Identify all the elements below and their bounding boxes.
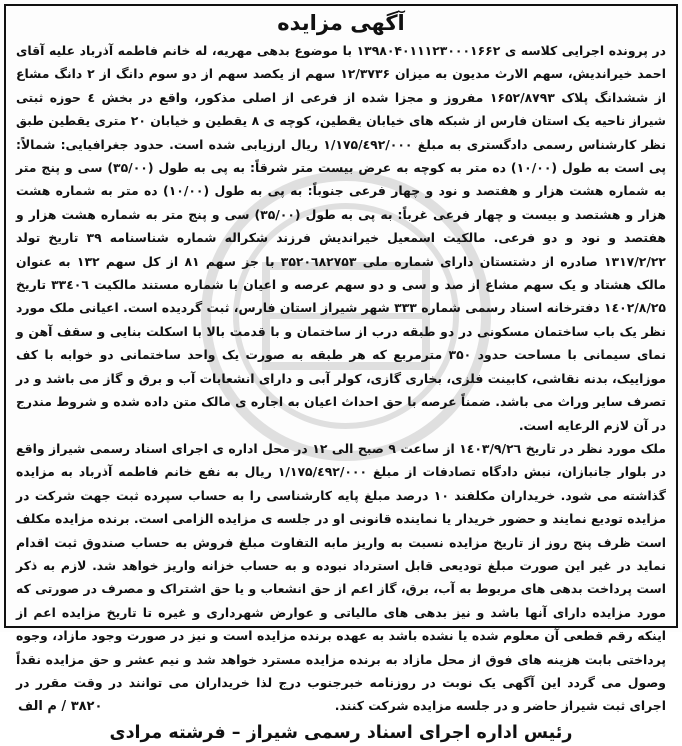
notice-signature: رئیس اداره اجرای اسناد رسمی شیراز – فرشته مرادی [109,722,573,743]
notice-body [16,39,666,718]
notice-frame [4,4,678,743]
notice-title: آگهی مزایده [277,11,405,35]
notice-code: ۳۸۲۰ / م الف [18,698,103,714]
notice-paragraph-auction: ملک مورد نظر در تاریخ ۱٤۰۳/۹/۲٦ از ساعت ۹ صبح الی ۱۲ در محل اداره ی اجرای اسناد رسمی شیراز واقع در بلوار جانبازان، نبش دادگاه تصادفات از مبلغ ۱/۱۷۵/٤۹۲/۰۰۰ ریال به نفع خانم فاطمه آذرباد به مزایده گذاشته می شود. خریداران مکلفند ۱۰ درصد مبلغ پایه کارشناسی را به حساب سپرده ثبت جهت شرکت در مزایده تودیع نمایند و حضور خریدار یا نماینده قانونی او در جلسه ی مزایده الزامی است. برنده مزایده مکلف است ظرف پنج روز از تاریخ مزایده نسبت به واریز مابه التفاوت مبلغ فروش به حساب صندوق ثبت اقدام نماید در غیر این صورت مبلغ تودیعی قابل استرداد نبوده و به حساب خزانه واریز خواهد شد. لازم به ذکر است پرداخت بدهی های مربوط به آب، برق، گاز اعم از حق انشعاب و یا حق اشتراک و مصرف در صورتی که مورد مزایده دارای آنها باشد و نیز بدهی های مالیاتی و عوارض شهرداری و غیره تا تاریخ مزایده اعم از اینکه رقم قطعی آن معلوم شده یا نشده باشد به عهده برنده مزایده است و نیز در صورت وجود مازاد، وجوه پرداختی بابت هزینه های فوق از محل مازاد به برنده مزایده مسترد خواهد شد و نیم عشر و حق مزایده نقداً وصول می گردد این آگهی یک نوبت در روزنامه خبرجنوب درج لذا خریداران می توانند در وقت مقرر در اجرای ثبت شیراز حاضر و در جلسه مزایده شرکت کنند. [16,440,666,714]
notice-paragraph-property: در پرونده اجرایی کلاسه ی ۱۳۹۸۰۴۰۱۱۱۲۳۰۰۰۱۶۶۲ با موضوع بدهی مهریه، له خانم فاطمه آذرباد علیه آقای احمد خیراندیش، سهم الارث مدیون به میزان ۱۲/۳۷۳۶ سهم از یکصد سهم از دو سوم دانگ از ۲ دانگ مشاع از ششدانگ پلاک ۱۶۵۲/۸۷۹۳ مفروز و مجزا شده از فرعی از اصلی مذکور، واقع در بخش ٤ حوزه ثبتی شیراز ناحیه یک استان فارس از شبکه های خیابان یقطین، کوچه ی ۸ یقطین و خیابان ۲۰ متری یقطین طبق نظر کارشناس رسمی دادگستری به مبلغ ۱/۱۷۵/٤۹۲/۰۰۰ ریال ارزیابی شده است. حدود جغرافیایی: شمالاً: پی است به طول (۱۰/۰۰) ده متر به کوچه به عرض بیست متر شرقاً: به پی به طول (۳۵/۰۰) سی و پنج متر به شماره هشت هزار و هفتصد و نود و چهار فرعی جنوباً: به پی به طول (۱۰/۰۰) ده متر به شماره هشت هزار و هشتصد و بیست و چهار فرعی غرباً: به پی به طول (۳۵/۰۰) سی و پنج متر به شماره هشت هزار و هفتصد و نود و دو فرعی. مالکیت اسمعیل خیراندیش فرزند شکراله شماره شناسنامه ۳۹ تاریخ تولد ۱۳۱۷/۲/۲۲ صادره از دشتستان دارای شماره ملی ۳۵۲۰٦۸۲۷۵۳ با جز سهم ۸۱ از کل سهم ۱۳۲ به عنوان مالک هشتاد و یک سهم مشاع از صد و سی و دو سهم عرصه و اعیان با شماره مستند مالکیت ۳۳٤۰٦ تاریخ ۱٤۰۲/۸/۲۵ دفترخانه اسناد رسمی شماره ۳۳۳ شهر شیراز استان فارس، ثبت گردیده است. اعیانی ملک مورد نظر یک باب ساختمان مسکونی در دو طبقه درب از ساختمان و با قدمت بالا با اسکلت بنایی و سقف آهن و نمای سیمانی با مساحت حدود ۳۵۰ مترمربع که هر طبقه به صورت یک واحد ساختمانی دو خوابه با کف موزاییک، بدنه نقاشی، کابینت فلزی، بخاری گازی، کولر آبی و دارای انشعابات آب و برق و گاز می باشد و در تصرف سایر وراث می باشد. ضمناً عرصه با حق احداث اعیان به اجاره ی مالک متن داده شده و شروط مندرج در آن لازم الرعایه است. [16,43,667,433]
